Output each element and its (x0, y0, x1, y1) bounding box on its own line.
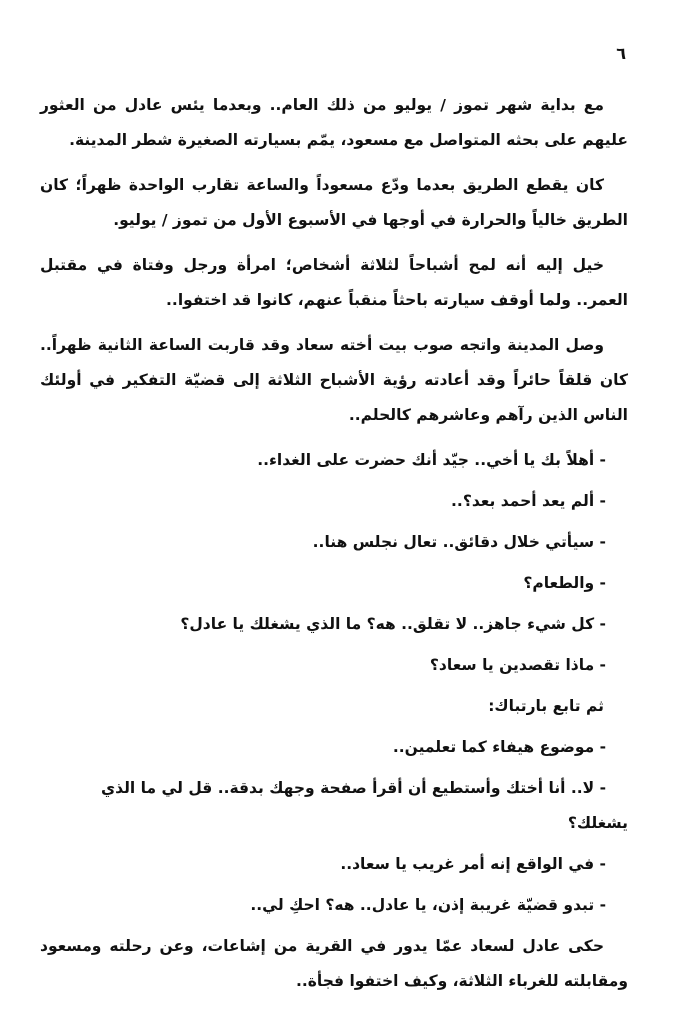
dialogue-line-1: - أهلاً بك يا أخي.. جيّد أنك حضرت على الغداء.. (257, 451, 606, 469)
dialogue-line-5: - كل شيء جاهز.. لا تقلق.. هه؟ ما الذي يشغلك يا عادل؟ (180, 615, 606, 633)
dialogue-line-3: - سيأتي خلال دقائق.. تعال نجلس هنا.. (312, 533, 606, 551)
dialogue-line-6: - ماذا تقصدين يا سعاد؟ (429, 656, 606, 674)
dialogue-line-2: - ألم يعد أحمد بعد؟.. (451, 492, 606, 510)
page-body (40, 88, 628, 1009)
paragraph-1: مع بداية شهر تموز / يوليو من ذلك العام.. وبعدما يئس عادل من العثور عليهم على بحثه المتواصل مع مسعود، يمّم بسيارته الصغيرة شطر المدينة. (40, 96, 628, 149)
dialogue-line-8: - لا.. أنا أختك وأستطيع أن أقرأ صفحة وجهك بدقة.. قل لي ما الذي يشغلك؟ (100, 779, 628, 832)
dialogue-line-7: - موضوع هيفاء كما تعلمين.. (392, 738, 606, 756)
paragraph-4: وصل المدينة واتجه صوب بيت أخته سعاد وقد قاربت الساعة الثانية ظهراً.. كان قلقاً حائراً وقد أعادته رؤية الأشباح الثلاثة إلى قضيّة التفكير في أولئك الناس الذين رآهم وعاشرهم كالحلم.. (40, 336, 628, 424)
dialogue-line-10: - تبدو قضيّة غريبة إذن، يا عادل.. هه؟ احكِ لي.. (250, 896, 606, 914)
dialogue-line-4: - والطعام؟ (523, 574, 606, 592)
paragraph-6: حكى عادل لسعاد عمّا يدور في القرية من إشاعات، وعن رحلته ومسعود ومقابلته للغرباء الثلاثة، وكيف اختفوا فجأة.. (40, 937, 628, 990)
paragraph-3: خيل إليه أنه لمح أشباحاً لثلاثة أشخاص؛ امرأة ورجل وفتاة في مقتبل العمر.. ولما أوقف سيارته باحثاً منقباً عنهم، كانوا قد اختفوا.. (40, 256, 628, 309)
dialogue-line-9: - في الواقع إنه أمر غريب يا سعاد.. (340, 855, 606, 873)
page-number: ٦ (616, 44, 626, 63)
paragraph-2: كان يقطع الطريق بعدما ودّع مسعوداً والساعة تقارب الواحدة ظهراً؛ كان الطريق خالياً والحرارة في أوجها في الأسبوع الأول من تموز / يوليو. (40, 176, 628, 229)
narration-line: ثم تابع بارتباك: (488, 697, 604, 715)
